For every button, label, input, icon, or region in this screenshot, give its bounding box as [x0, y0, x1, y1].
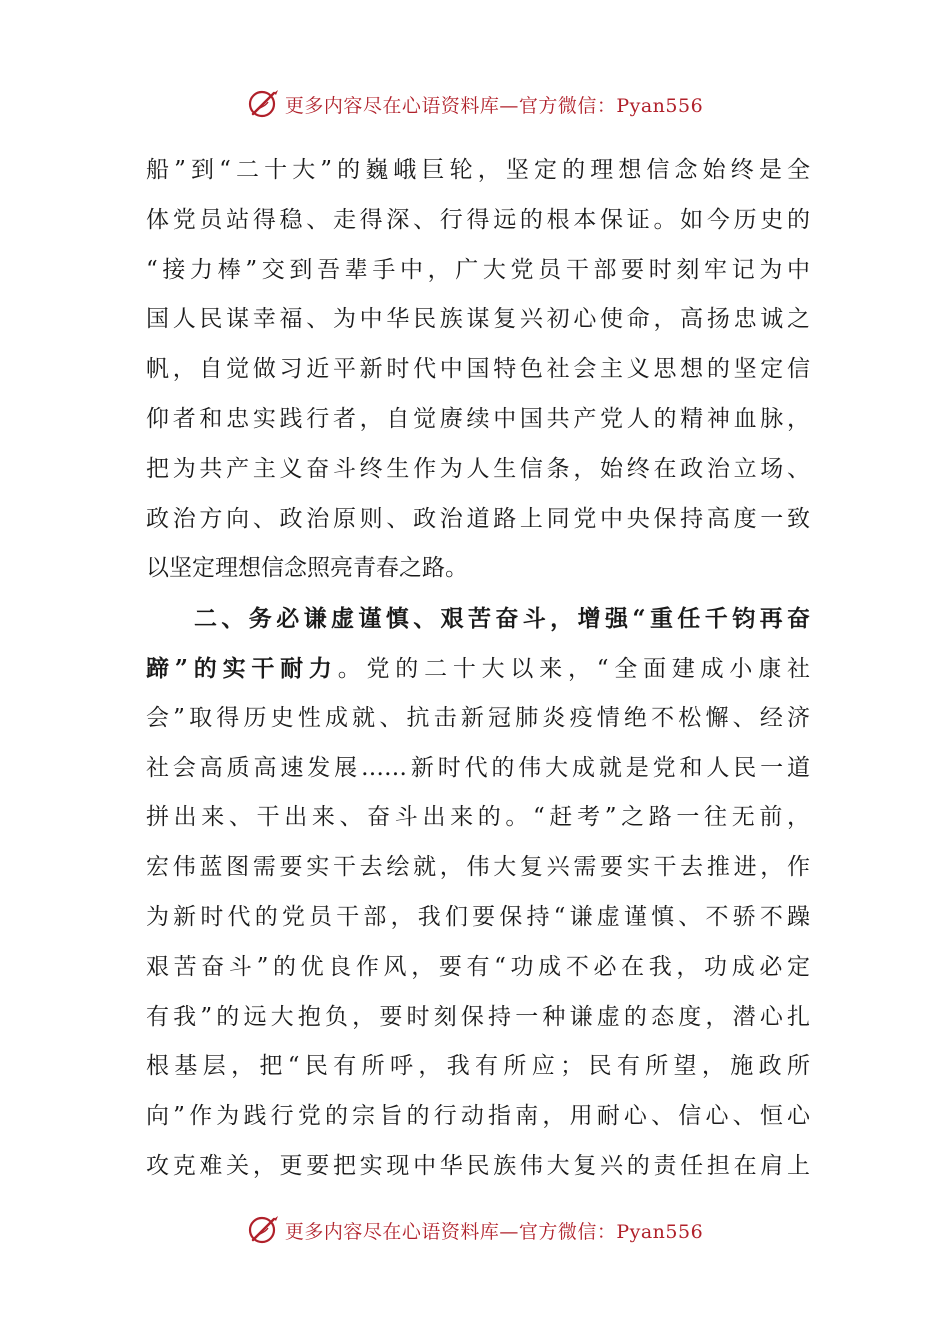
- text-line-20: 向”作为践行党的宗旨的行动指南，用耐心、信心、恒心: [146, 1103, 810, 1130]
- section-heading-line: 二、务必谦虚谨慎、艰苦奋斗，增强“重任千钧再奋: [194, 605, 810, 633]
- document-body: [146, 146, 810, 1192]
- text-line-18: 有我”的远大抱负，要时刻保持一种谦虚的态度，潜心扎: [146, 1003, 810, 1030]
- text-line-8: 政治方向、政治原则、政治道路上同党中央保持高度一致: [146, 505, 810, 532]
- text-line-17: 艰苦奋斗”的优良作风，要有“功成不必在我，功成必定: [146, 953, 810, 980]
- text-line-1: 船”到“二十大”的巍峨巨轮，坚定的理想信念始终是全: [146, 157, 810, 183]
- text-line-21: 攻克难关，更要把实现中华民族伟大复兴的责任担在肩上: [146, 1152, 810, 1179]
- text-line-16: 为新时代的党员干部，我们要保持“谦虚谨慎、不骄不躁: [146, 903, 810, 930]
- text-line-6: 仰者和忠实践行者，自觉赓续中国共产党人的精神血脉，: [146, 405, 810, 432]
- text-line-11-rest: 。党的二十大以来，“全面建成小康社: [337, 655, 810, 682]
- text-line-11: [146, 644, 810, 694]
- text-line-9: 以坚定理想信念照亮青春之路。: [146, 555, 468, 582]
- pen-circle-logo-icon: [247, 87, 281, 121]
- text-line-19: 根基层，把“民有所呼，我有所应；民有所望，施政所: [146, 1053, 810, 1080]
- watermark-banner-bottom: [0, 1210, 950, 1250]
- pen-circle-logo-icon: [247, 1213, 281, 1247]
- text-line-12: 会”取得历史性成就、抗击新冠肺炎疫情绝不松懈、经济: [146, 704, 810, 731]
- text-line-13: 社会高质高速发展……新时代的伟大成就是党和人民一道: [146, 754, 810, 781]
- text-line-4: 国人民谋幸福、为中华民族谋复兴初心使命，高扬忠诚之: [146, 306, 810, 333]
- watermark-text-top: 更多内容尽在心语资料库—官方微信：Pyan556: [284, 94, 704, 117]
- text-line-7: 把为共产主义奋斗终生作为人生信条，始终在政治立场、: [146, 455, 810, 482]
- section-heading-continuation: 蹄”的实干耐力: [146, 654, 338, 682]
- text-line-15: 宏伟蓝图需要实干去绘就，伟大复兴需要实干去推进，作: [146, 854, 810, 881]
- watermark-banner-top: [0, 84, 950, 124]
- text-line-14: 拼出来、干出来、奋斗出来的。“赶考”之路一往无前，: [146, 804, 810, 831]
- text-line-2: 体党员站得稳、走得深、行得远的根本保证。如今历史的: [146, 206, 810, 233]
- text-line-5: 帆，自觉做习近平新时代中国特色社会主义思想的坚定信: [146, 356, 810, 383]
- watermark-text-bottom: 更多内容尽在心语资料库—官方微信：Pyan556: [284, 1220, 704, 1243]
- text-line-3: “接力棒”交到吾辈手中，广大党员干部要时刻牢记为中: [146, 256, 810, 283]
